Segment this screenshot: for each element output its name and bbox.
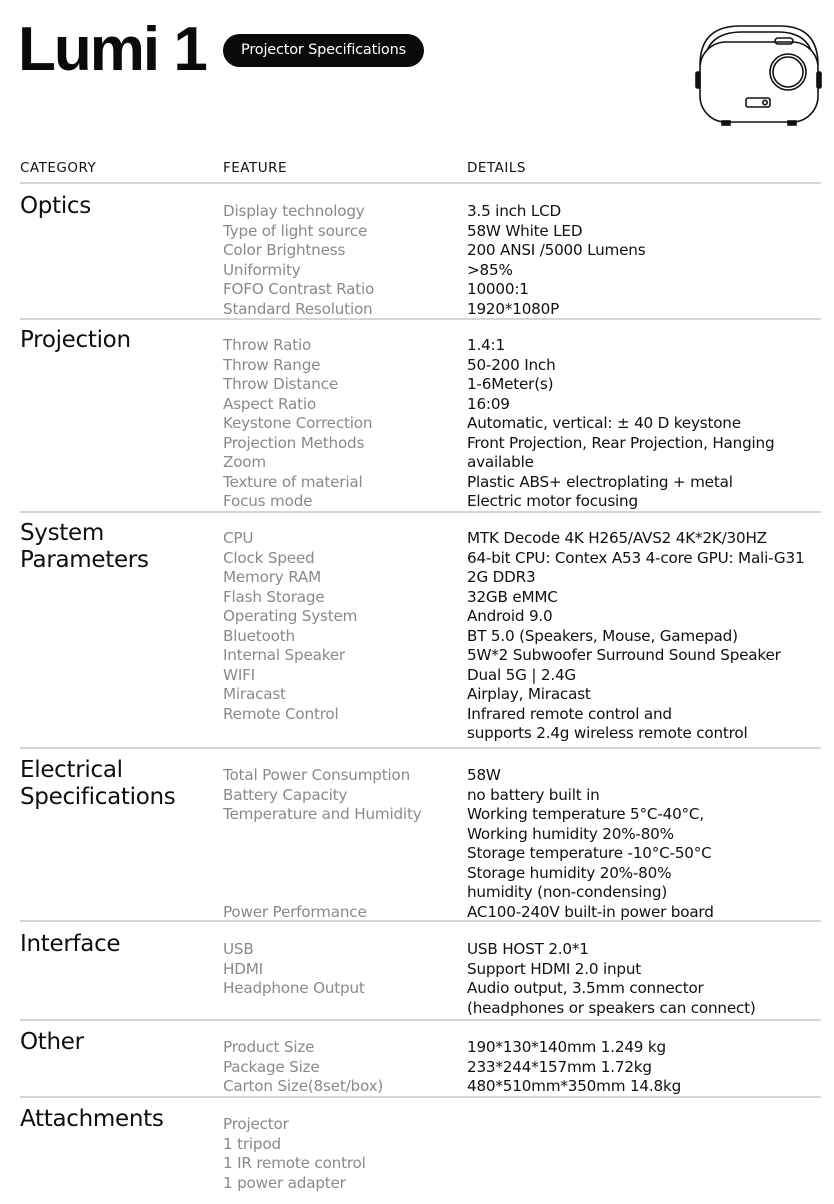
detail-value: 32GB eMMC [467, 587, 558, 606]
detail-value: 2G DDR3 [467, 568, 536, 586]
category-label: Attachments [20, 1106, 164, 1132]
feature-name: Projector [223, 1115, 289, 1133]
detail-value: no battery built in [467, 785, 600, 804]
divider [20, 747, 821, 749]
category-label-line: Electrical [20, 757, 123, 783]
category-label-line: System [20, 520, 104, 546]
detail-value: Storage temperature -10°C-50°C [467, 844, 712, 862]
feature-name: Zoom [223, 453, 266, 471]
detail-value: 50-200 Inch [467, 355, 556, 374]
detail-value: 233*244*157mm 1.72kg [467, 1057, 652, 1076]
feature-name: Color Brightness [223, 241, 346, 259]
feature-name: Power Performance [223, 902, 367, 921]
detail-value: 190*130*140mm 1.249 kg [467, 1038, 666, 1056]
category-label: Projection [20, 327, 131, 353]
feature-list [223, 1115, 463, 1193]
feature-name-spacer [223, 864, 463, 884]
category-label [20, 520, 210, 573]
feature-name: Product Size [223, 1038, 315, 1056]
detail-value: 1.4:1 [467, 336, 505, 354]
feature-name: Standard Resolution [223, 299, 373, 318]
detail-value: Electric motor focusing [467, 492, 638, 510]
feature-name: Carton Size(8set/box) [223, 1077, 384, 1095]
feature-name: Memory RAM [223, 568, 322, 586]
divider [20, 511, 821, 513]
feature-name: Miracast [223, 685, 286, 703]
feature-name: Battery Capacity [223, 785, 348, 804]
divider [20, 1019, 821, 1021]
feature-name: 1 IR remote control [223, 1154, 366, 1172]
detail-value: 1920*1080P [467, 299, 560, 318]
detail-value: 5W*2 Subwoofer Surround Sound Speaker [467, 646, 781, 664]
detail-value: Dual 5G | 2.4G [467, 665, 577, 684]
detail-list [467, 766, 827, 922]
detail-value: 16:09 [467, 394, 510, 413]
divider [20, 1096, 821, 1098]
projector-illustration-icon [690, 20, 825, 132]
feature-name: Projection Methods [223, 433, 365, 452]
feature-name-spacer [223, 844, 463, 864]
feature-name: FOFO Contrast Ratio [223, 280, 375, 298]
feature-name: USB [223, 940, 254, 958]
feature-name: CPU [223, 529, 254, 547]
feature-name: Throw Distance [223, 375, 338, 393]
feature-name: Internal Speaker [223, 646, 345, 664]
table-header [20, 159, 821, 183]
category-label-line: Specifications [20, 783, 176, 810]
column-header-feature: FEATURE [223, 160, 288, 176]
feature-list [223, 202, 463, 319]
detail-value: Support HDMI 2.0 input [467, 959, 642, 978]
feature-name: Aspect Ratio [223, 394, 317, 413]
feature-name: Uniformity [223, 260, 301, 279]
feature-name: Focus mode [223, 492, 313, 510]
detail-value: Airplay, Miracast [467, 685, 591, 703]
detail-value: 3.5 inch LCD [467, 202, 561, 220]
feature-name: Package Size [223, 1057, 320, 1076]
detail-value: supports 2.4g wireless remote control [467, 724, 748, 742]
detail-value: 1-6Meter(s) [467, 375, 554, 393]
detail-list [467, 1038, 827, 1097]
feature-name-spacer [223, 883, 463, 903]
category-label: Other [20, 1029, 84, 1055]
detail-value: 480*510mm*350mm 14.8kg [467, 1077, 682, 1095]
feature-name: Flash Storage [223, 587, 325, 606]
feature-list [223, 766, 463, 922]
feature-name: Texture of material [223, 472, 363, 491]
detail-value: Automatic, vertical: ± 40 D keystone [467, 414, 741, 432]
divider [20, 920, 821, 922]
detail-value: Front Projection, Rear Projection, Hanging [467, 433, 775, 452]
feature-name: Bluetooth [223, 626, 295, 645]
feature-name: Display technology [223, 202, 365, 220]
detail-value: (headphones or speakers can connect) [467, 998, 756, 1017]
detail-value: >85% [467, 260, 513, 279]
detail-value: available [467, 453, 534, 471]
feature-name: Type of light source [223, 221, 368, 240]
feature-name: Headphone Output [223, 979, 365, 997]
column-header-category: CATEGORY [20, 160, 97, 176]
category-label-line: Parameters [20, 546, 149, 573]
detail-list [467, 202, 827, 319]
detail-value: 200 ANSI /5000 Lumens [467, 241, 646, 259]
detail-value: 10000:1 [467, 280, 529, 298]
detail-value: MTK Decode 4K H265/AVS2 4K*2K/30HZ [467, 529, 767, 547]
feature-name: Throw Ratio [223, 336, 312, 354]
feature-name: Operating System [223, 607, 358, 625]
divider [20, 182, 821, 184]
detail-list [467, 940, 827, 1018]
detail-value: Storage humidity 20%-80% [467, 863, 672, 882]
detail-list [467, 529, 827, 744]
detail-value: Working humidity 20%-80% [467, 824, 674, 843]
feature-name: Keystone Correction [223, 414, 373, 432]
feature-name: 1 tripod [223, 1134, 281, 1153]
product-title: Lumi 1 [18, 15, 206, 84]
feature-list [223, 529, 463, 724]
spec-badge: Projector Specifications [223, 34, 424, 67]
feature-list [223, 1038, 463, 1097]
feature-list [223, 336, 463, 512]
detail-value: AC100-240V built-in power board [467, 902, 714, 921]
category-label: Interface [20, 931, 121, 957]
category-label [20, 757, 210, 810]
column-header-details: DETAILS [467, 160, 526, 176]
detail-value: Plastic ABS+ electroplating + metal [467, 472, 733, 491]
feature-name: Clock Speed [223, 548, 315, 567]
detail-list [467, 336, 827, 512]
feature-list [223, 940, 463, 999]
detail-value: Infrared remote control and [467, 704, 672, 723]
category-label: Optics [20, 193, 91, 219]
feature-name: Remote Control [223, 704, 339, 723]
feature-name-spacer [223, 825, 463, 845]
feature-name: 1 power adapter [223, 1173, 346, 1192]
feature-name: Temperature and Humidity [223, 805, 422, 823]
detail-value: 58W [467, 766, 501, 784]
detail-value: Android 9.0 [467, 607, 553, 625]
detail-value: Audio output, 3.5mm connector [467, 979, 704, 997]
detail-value: Working temperature 5°C-40°C, [467, 805, 704, 823]
detail-value: USB HOST 2.0*1 [467, 940, 589, 958]
detail-value: 58W White LED [467, 221, 583, 240]
detail-value: 64-bit CPU: Contex A53 4-core GPU: Mali-G31 [467, 548, 805, 567]
divider [20, 318, 821, 320]
detail-value: BT 5.0 (Speakers, Mouse, Gamepad) [467, 626, 738, 645]
feature-name: HDMI [223, 959, 263, 978]
feature-name: Total Power Consumption [223, 766, 411, 784]
feature-name: WIFI [223, 665, 255, 684]
feature-name: Throw Range [223, 355, 321, 374]
detail-value: humidity (non-condensing) [467, 883, 668, 901]
